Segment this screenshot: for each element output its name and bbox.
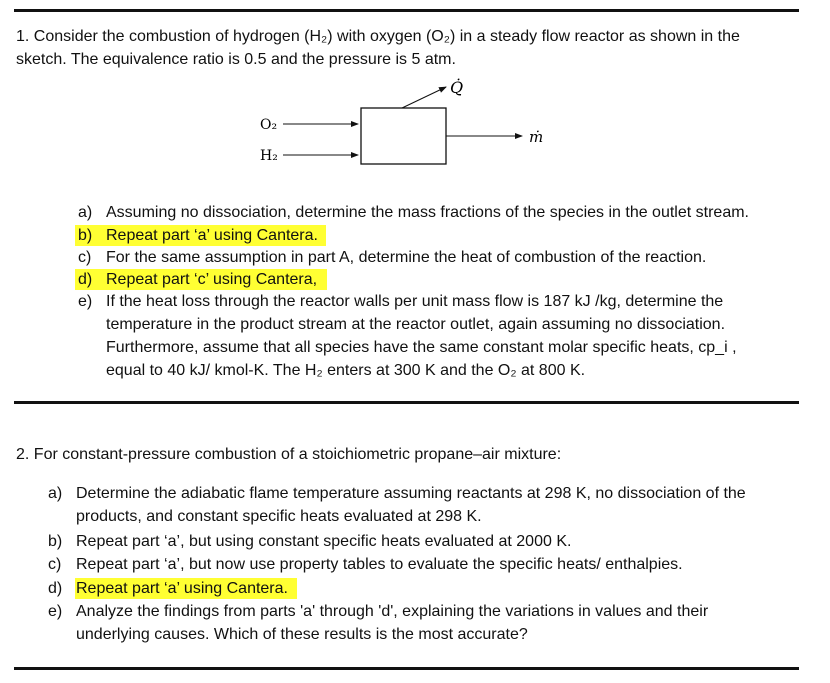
q1-part-e-label: e) <box>78 293 93 310</box>
q1-intro-line-2: sketch. The equivalence ratio is 0.5 and the pressure is 5 atm. <box>16 51 456 68</box>
q2-part-d <box>48 577 808 600</box>
q1-part-d-label: d) <box>78 271 93 288</box>
q2-part-e <box>48 600 808 646</box>
q1-part-e-line-3: Furthermore, assume that all species have the same constant molar specific heats, cp_i , <box>106 339 737 356</box>
q2-part-c <box>48 553 808 576</box>
q2-part-c-label: c) <box>48 556 62 573</box>
q2-part-c-text: Repeat part ‘a’, but now use property tables to evaluate the specific heats/ enthalpies. <box>76 556 683 573</box>
mass-flow-label: ṁ <box>529 128 544 146</box>
q2-part-a <box>48 482 808 528</box>
q1-part-e-line-2: temperature in the product stream at the reactor outlet, again assuming no dissociation. <box>106 316 726 333</box>
top-rule <box>14 9 799 12</box>
q1-part-e-line-4: equal to 40 kJ/ kmol-K. The H₂ enters at 300 K and the O₂ at 800 K. <box>106 362 586 379</box>
q2-part-a-line-1: Determine the adiabatic flame temperature assuming reactants at 298 K, no dissociation of the <box>76 485 746 502</box>
heat-rate-label: Q̇ <box>450 78 464 97</box>
q2-part-b-label: b) <box>48 533 63 550</box>
q2-part-e-line-2: underlying causes. Which of these results is the most accurate? <box>76 626 528 643</box>
q1-part-a-label: a) <box>78 204 93 221</box>
q1-part-a-text: Assuming no dissociation, determine the mass fractions of the species in the outlet stream. <box>106 204 749 221</box>
oxygen-label: O₂ <box>260 117 278 133</box>
q1-part-e-line-1: If the heat loss through the reactor walls per unit mass flow is 187 kJ /kg, determine the <box>106 293 724 310</box>
hydrogen-label: H₂ <box>260 148 278 164</box>
q1-part-b-label: b) <box>78 227 93 244</box>
q2-part-e-label: e) <box>48 603 63 620</box>
heat-arrow <box>402 87 446 108</box>
q1-intro-line-1: 1. Consider the combustion of hydrogen (H₂) with oxygen (O₂) in a steady flow reactor as shown in the <box>16 28 740 45</box>
bottom-rule <box>14 667 799 670</box>
q2-part-d-text: Repeat part ‘a’ using Cantera. <box>76 580 288 597</box>
q1-part-b-text: Repeat part ‘a’ using Cantera. <box>106 227 318 244</box>
q1-part-c-text: For the same assumption in part A, determine the heat of combustion of the reaction. <box>106 249 707 266</box>
reactor-box <box>361 108 446 164</box>
q1-part-e <box>78 290 798 382</box>
q2-part-b <box>48 530 808 553</box>
q1-part-d <box>78 268 798 291</box>
q2-part-a-label: a) <box>48 485 63 502</box>
q2-part-a-line-2: products, and constant specific heats evaluated at 298 K. <box>76 508 482 525</box>
reactor-diagram <box>250 78 570 178</box>
q2-part-b-text: Repeat part ‘a’, but using constant specific heats evaluated at 2000 K. <box>76 533 572 550</box>
section-divider-1 <box>14 401 799 404</box>
q2-part-e-line-1: Analyze the findings from parts 'a' through 'd', explaining the variations in values and their <box>76 603 709 620</box>
q1-part-d-text: Repeat part ‘c’ using Cantera, <box>106 271 318 288</box>
q2-part-d-label: d) <box>48 580 63 597</box>
q1-part-a <box>78 201 798 224</box>
q1-part-b <box>78 224 798 247</box>
q1-part-c <box>78 246 798 269</box>
q2-intro: 2. For constant-pressure combustion of a stoichiometric propane–air mixture: <box>16 446 562 463</box>
q1-part-c-label: c) <box>78 249 92 266</box>
